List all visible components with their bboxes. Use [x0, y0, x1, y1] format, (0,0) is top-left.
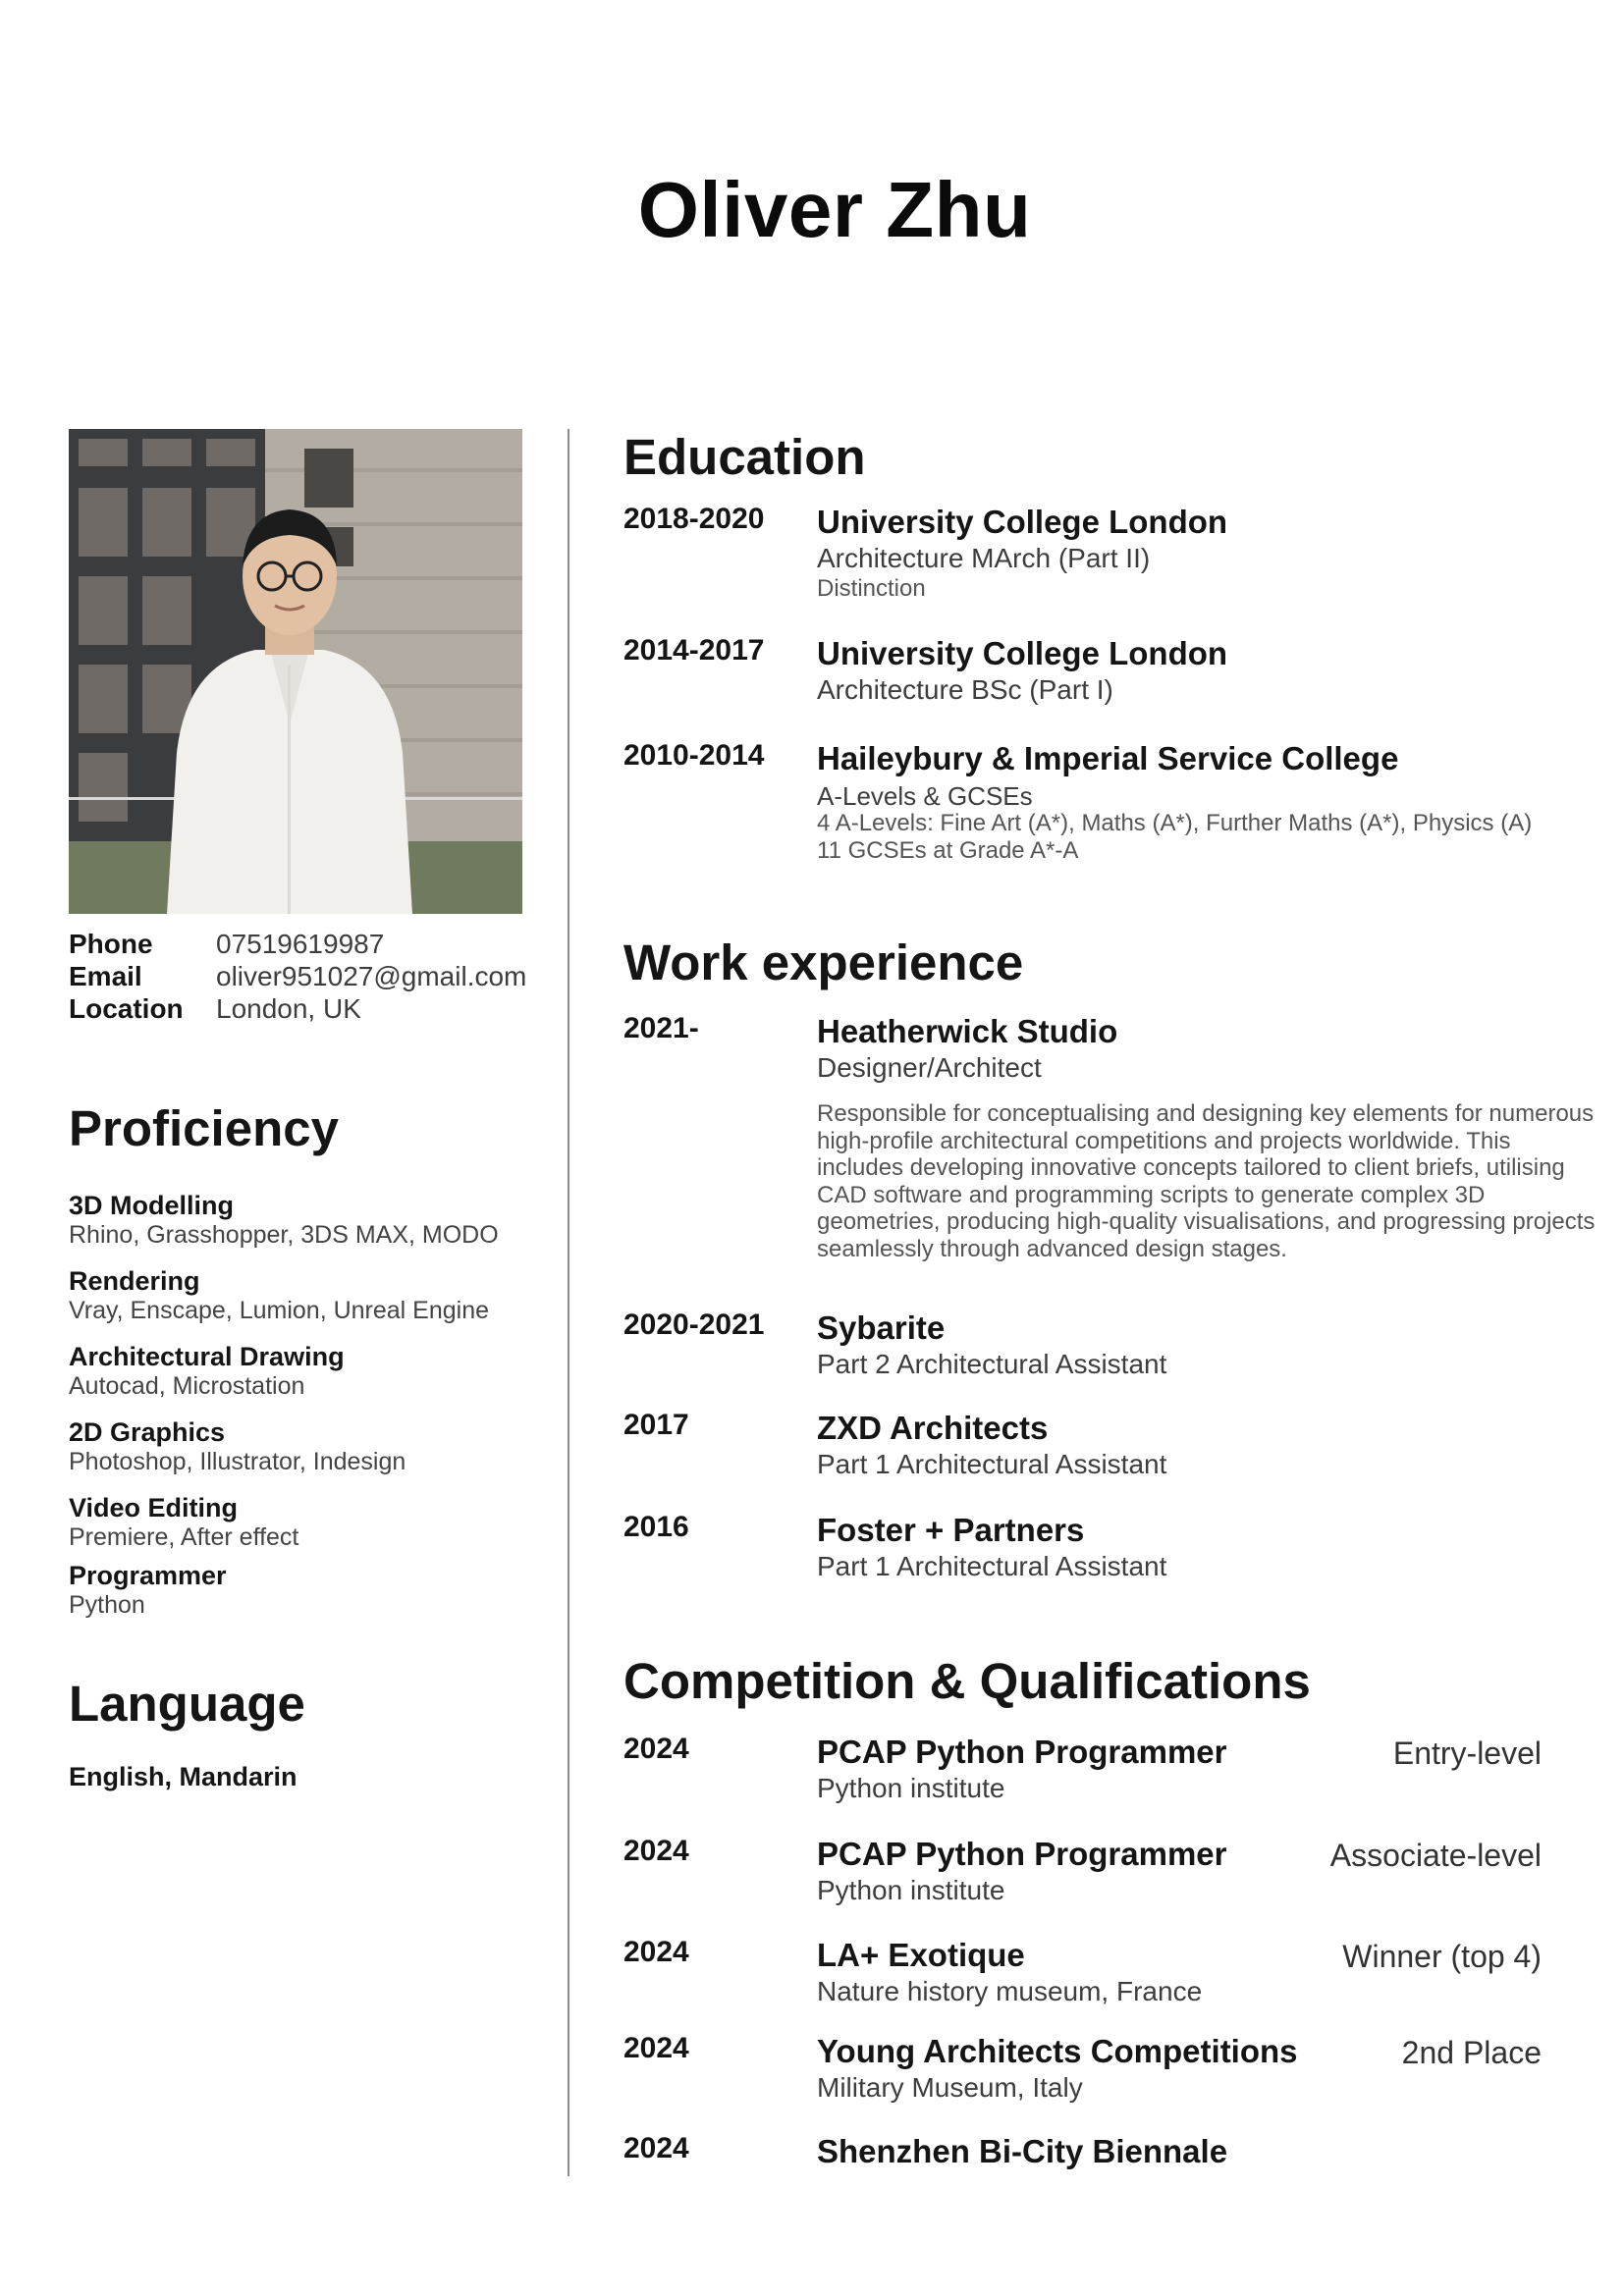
- competition-title: PCAP Python Programmer: [817, 1734, 1227, 1770]
- proficiency-detail: Rhino, Grasshopper, 3DS MAX, MODO: [69, 1221, 499, 1249]
- proficiency-item: [69, 1190, 540, 1250]
- proficiency-item: [69, 1265, 540, 1325]
- competition-level: 2nd Place: [1401, 2035, 1542, 2070]
- proficiency-title: 3D Modelling: [69, 1191, 234, 1220]
- proficiency-item: [69, 1492, 540, 1552]
- proficiency-item: [69, 1560, 540, 1620]
- job-role: Part 2 Architectural Assistant: [817, 1349, 1167, 1379]
- job-description: Responsible for conceptualising and designing key elements for numerous high-profile architectural competitions and projects worldwide. This includes developing innovative concepts tailored to client briefs, utilising CAD software and programming scripts to generate complex 3D geometries, producing high-quality visualisations, and progressing projects seamlessly through advanced design stages.: [817, 1100, 1596, 1262]
- proficiency-detail: Premiere, After effect: [69, 1523, 299, 1551]
- education-years: 2010-2014: [623, 739, 765, 772]
- degree: Architecture BSc (Part I): [817, 674, 1113, 705]
- competition-sub: Python institute: [817, 1875, 1005, 1905]
- proficiency-item: [69, 1416, 540, 1476]
- contact-label: Phone: [69, 929, 153, 959]
- proficiency-title: Architectural Drawing: [69, 1342, 345, 1371]
- competition-year: 2024: [623, 1936, 689, 1968]
- job-role: Designer/Architect: [817, 1052, 1042, 1083]
- competition-year: 2024: [623, 1835, 689, 1867]
- competition-title: Shenzhen Bi-City Biennale: [817, 2133, 1228, 2169]
- competition-year: 2024: [623, 1733, 689, 1765]
- profile-photo: [69, 429, 522, 914]
- competition-sub: Python institute: [817, 1773, 1005, 1803]
- education-note: Distinction: [817, 575, 926, 602]
- contact-block: [69, 929, 540, 1026]
- contact-label: Email: [69, 961, 142, 991]
- proficiency-detail: Photoshop, Illustrator, Indesign: [69, 1448, 406, 1475]
- proficiency-detail: Vray, Enscape, Lumion, Unreal Engine: [69, 1297, 490, 1324]
- school-name: University College London: [817, 635, 1228, 671]
- company-name: Heatherwick Studio: [817, 1013, 1118, 1049]
- competition-level: Winner (top 4): [1342, 1939, 1542, 1974]
- competition-sub: Nature history museum, France: [817, 1976, 1203, 2006]
- proficiency-title: 2D Graphics: [69, 1417, 226, 1447]
- language-heading: Language: [69, 1676, 305, 1732]
- job-role: Part 1 Architectural Assistant: [817, 1551, 1167, 1581]
- education-years: 2014-2017: [623, 634, 765, 667]
- competition-sub: Military Museum, Italy: [817, 2072, 1083, 2103]
- competition-year: 2024: [623, 2032, 689, 2064]
- work-years: 2017: [623, 1409, 689, 1441]
- column-divider: [568, 429, 569, 2176]
- proficiency-detail: Autocad, Microstation: [69, 1372, 305, 1400]
- education-note: 4 A-Levels: Fine Art (A*), Maths (A*), Further Maths (A*), Physics (A): [817, 810, 1533, 836]
- job-role: Part 1 Architectural Assistant: [817, 1449, 1167, 1479]
- proficiency-item: [69, 1341, 540, 1401]
- education-heading: Education: [623, 429, 866, 485]
- education-years: 2018-2020: [623, 503, 765, 535]
- proficiency-heading: Proficiency: [69, 1100, 339, 1156]
- school-name: Haileybury & Imperial Service College: [817, 740, 1399, 776]
- proficiency-title: Programmer: [69, 1561, 227, 1590]
- education-note: 11 GCSEs at Grade A*-A: [817, 837, 1079, 864]
- contact-row-location: [69, 993, 540, 1026]
- work-heading: Work experience: [623, 934, 1024, 990]
- company-name: Sybarite: [817, 1309, 946, 1346]
- competition-title: PCAP Python Programmer: [817, 1836, 1227, 1872]
- contact-row-email: [69, 961, 540, 993]
- email-value: oliver951027@gmail.com: [216, 961, 527, 991]
- proficiency-title: Rendering: [69, 1266, 200, 1296]
- degree: A-Levels & GCSEs: [817, 781, 1033, 811]
- resume-name: Oliver Zhu: [637, 166, 1032, 253]
- school-name: University College London: [817, 504, 1228, 540]
- company-name: Foster + Partners: [817, 1512, 1085, 1548]
- work-years: 2021-: [623, 1012, 699, 1044]
- proficiency-detail: Python: [69, 1591, 145, 1619]
- competition-level: Entry-level: [1392, 1735, 1542, 1771]
- work-years: 2020-2021: [623, 1308, 765, 1341]
- company-name: ZXD Architects: [817, 1410, 1049, 1446]
- competition-level: Associate-level: [1329, 1838, 1542, 1873]
- contact-row-phone: [69, 929, 540, 961]
- location-value: London, UK: [216, 993, 361, 1024]
- contact-label: Location: [69, 993, 184, 1024]
- phone-value: 07519619987: [216, 929, 385, 959]
- degree: Architecture MArch (Part II): [817, 543, 1151, 573]
- competition-title: Young Architects Competitions: [817, 2033, 1298, 2069]
- competitions-heading: Competition & Qualifications: [623, 1653, 1311, 1709]
- competition-year: 2024: [623, 2132, 689, 2164]
- work-years: 2016: [623, 1511, 689, 1543]
- language-list: English, Mandarin: [69, 1762, 298, 1791]
- competition-title: LA+ Exotique: [817, 1937, 1025, 1973]
- proficiency-list: [69, 1190, 540, 1635]
- proficiency-title: Video Editing: [69, 1493, 239, 1522]
